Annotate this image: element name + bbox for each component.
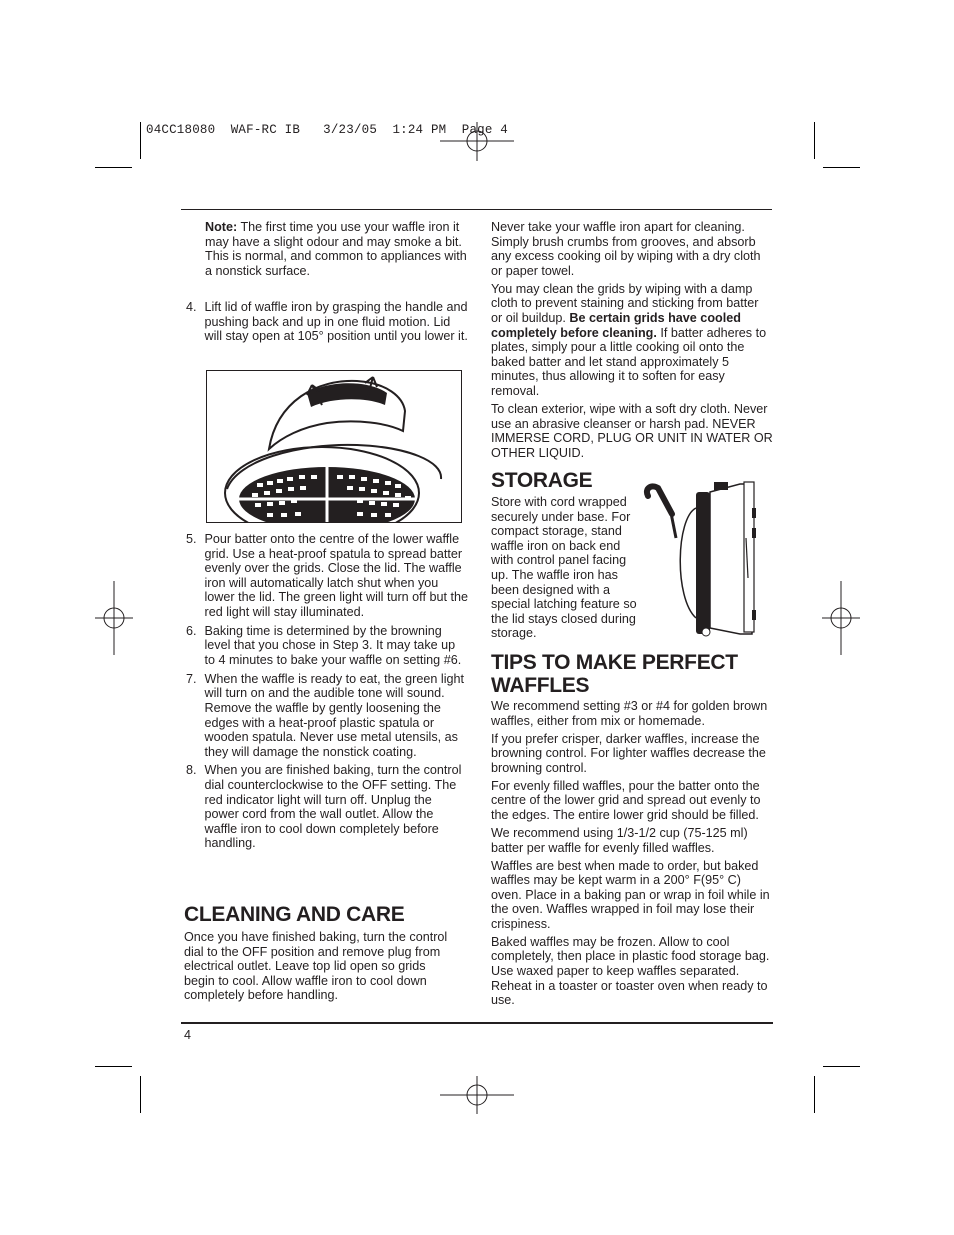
print-slug: 04CC18080 WAF-RC IB 3/23/05 1:24 PM Page 4 (146, 123, 508, 137)
step-text: Lift lid of waffle iron by grasping the handle and pushing back and up in one fluid motion. Lid will stay open at 105° position until you lower it. (204, 300, 468, 344)
paragraph: We recommend setting #3 or #4 for golden brown waffles, either from mix or homemade. (491, 699, 768, 728)
paragraph: If you prefer crisper, darker waffles, increase the browning control. For lighter waffles decrease the browning control. (491, 731, 766, 775)
note-label: Note: (205, 220, 238, 234)
step-text: When you are finished baking, turn the control dial counterclockwise to the OFF setting. The red indicator light will turn off. Unplug the power cord from the wall outlet. Allow the waffle iron to cool down completely before handling. (204, 763, 462, 851)
steps-list-a (186, 300, 468, 348)
text-run: If batter adheres to plates, simply pour a little cooking oil onto the baked batter and let stand approximately 5 minutes, thus allowing it to soften for easy removal. (491, 325, 767, 398)
waffle-iron-open-illustration (206, 370, 462, 523)
bottom-rule (181, 1022, 773, 1024)
step-text: Pour batter onto the centre of the lower waffle grid. Use a heat-proof spatula to spread batter evenly over the grids. Close the lid. The waffle iron will automatically latch shut when you lower the lid. The green light will turn off but the red light will stay illuminated. (204, 532, 468, 619)
paragraph: Store with cord wrapped securely under base. For compact storage, stand waffle iron on back end with control panel facing up. The waffle iron has been designed with a special latching feature so the lid stays closed during storage. (491, 495, 637, 641)
storage-heading: STORAGE (491, 469, 593, 492)
list-item (186, 624, 468, 668)
list-item (186, 532, 468, 620)
top-rule (181, 209, 772, 210)
step-number: 5. (186, 532, 197, 546)
page-number: 4 (184, 1028, 192, 1042)
step-number: 8. (186, 763, 197, 778)
steps-list-b (186, 532, 468, 855)
list-item (186, 672, 468, 760)
cleaning-heading: CLEANING AND CARE (184, 903, 405, 926)
text-run: You may clean the grids by wiping with a damp cloth to prevent staining and sticking from batter or oil buildup. (491, 281, 759, 325)
note-paragraph (205, 220, 467, 278)
paragraph: Baked waffles may be frozen. Allow to cool completely, then place in plastic food storage bag. Use waxed paper to keep waffles separated. Reheat in a toaster or toaster oven when ready to use. (491, 934, 770, 1008)
step-number: 7. (186, 671, 197, 686)
paragraph: Waffles are best when made to order, but baked waffles may be kept warm in a 200° F(95° C) oven. Place in a baking pan or wrap in foil while in the oven. Waffles wrapped in foil may lose their crispiness. (491, 858, 770, 931)
storage-paragraph (491, 495, 641, 644)
step-text: When the waffle is ready to eat, the green light will turn on and the audible tone will sound. Remove the waffle by gently loosening the edges with a heat-proof plastic spatula or wooden spatula. Never use metal utensils, as they will damage the nonstick coating. (204, 671, 464, 759)
paragraph: Never take your waffle iron apart for cleaning. Simply brush crumbs from grooves, and absorb any excess cooking oil by wiping with a dry cloth or paper towel. (491, 220, 761, 278)
step-number: 4. (186, 300, 197, 314)
paragraph: For evenly filled waffles, pour the batter onto the centre of the lower grid and spread out evenly to the edges. The entire lower grid should be filled. (491, 778, 761, 822)
waffle-iron-storage-illustration (640, 478, 765, 640)
tips-heading: TIPS TO MAKE PERFECT WAFFLES (491, 651, 738, 697)
step-text: Baking time is determined by the browning level that you chose in Step 3. It may take up to 4 minutes to bake your waffle on setting #6. (204, 623, 462, 667)
paragraph: To clean exterior, wipe with a soft dry cloth. Never use an abrasive cleanser or harsh pad. NEVER IMMERSE CORD, PLUG OR UNIT IN WATER OR OTHER LIQUID. (491, 401, 773, 460)
list-item (186, 300, 468, 344)
cleaning-paragraph-1 (184, 930, 459, 1006)
bold-run: Be certain grids have cooled completely before cleaning. (491, 310, 741, 340)
list-item (186, 763, 468, 851)
paragraph: We recommend using 1/3-1/2 cup (75-125 ml) batter per waffle for evenly filled waffles. (491, 825, 748, 855)
note-text: The first time you use your waffle iron it may have a slight odour and may smoke a bit. This is normal, and common to appliances with a nonstick surface. (205, 220, 467, 278)
paragraph (491, 282, 773, 399)
tips-paragraphs (491, 699, 773, 1011)
paragraph: Once you have finished baking, turn the control dial to the OFF position and remove plug from electrical outlet. Leave top lid open so grids begin to cool. Allow waffle iron to cool down completely before handling. (184, 930, 448, 1003)
step-number: 6. (186, 623, 197, 638)
cleaning-continued (491, 220, 773, 464)
